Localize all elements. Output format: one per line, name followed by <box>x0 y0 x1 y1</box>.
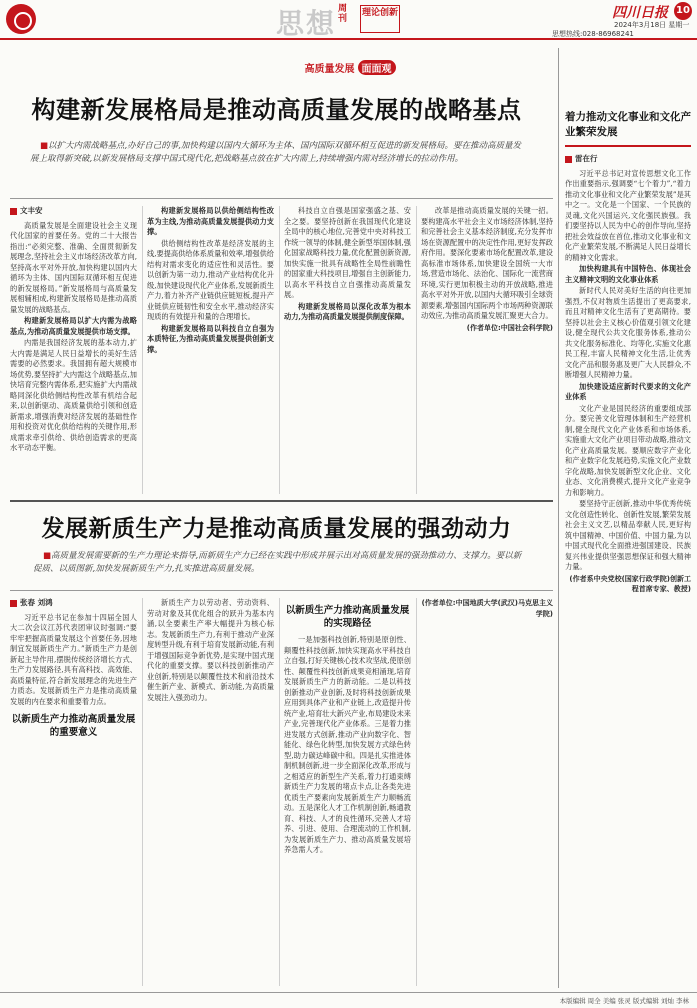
summary-text: 高质量发展需要新的生产力理论来指导,而新质生产力已经在实践中形成并展示出对高质量发展的强劲推动力、支撑力。要以新促质、以质图新,加快发展新质生产力,扎实推进高质量发展。 <box>33 551 522 574</box>
lead-paragraph: 加快建设适应新时代要求的文化产业体系 <box>565 381 691 401</box>
sidebar-title-rule <box>565 145 691 147</box>
summary-square-icon: ■ <box>43 551 52 561</box>
paragraph: 习近平总书记对宣传思想文化工作作出重要指示,强调要“七个着力”,“着力推动文化事业和文化产业繁荣发展”是其中之一。文化是一个国家、一个民族的灵魂,文化兴国运兴,文化强民族强。我们要坚持以人民为中心的创作导向,坚持把社会效益放在首位,推动文化事业和文化产业繁荣发展,不断满足人民日益增长的精神文化需求。 <box>565 168 691 262</box>
paragraph: 新时代人民对美好生活的向往更加强烈,不仅对物质生活提出了更高要求,而且对精神文化生活有了更高期待。要坚持以社会主义核心价值观引领文化建设,健全现代公共文化服务体系,推动公共文化服务标准化、均等化,实施文化惠民工程,丰富人民精神文化生活,让优秀文化产品和服务惠及更广大人民群众,不断增强人民精神力量。 <box>565 286 691 379</box>
article-column-3 <box>284 206 411 494</box>
paragraph: 要坚持守正创新,推动中华优秀传统文化创造性转化、创新性发展,繁荣发展社会主义文艺,以精品奉献人民,更好构筑中国精神、中国价值、中国力量,为以中国式现代化全面推进强国建设、民族复兴伟业提供坚强思想保证和强大精神力量。 <box>565 499 691 571</box>
divider <box>10 590 553 591</box>
kicker-label: 高质量发展 <box>304 64 355 75</box>
summary-square-icon: ■ <box>40 141 49 151</box>
newspaper-name: 四川日报 <box>612 5 668 21</box>
page-footer <box>0 992 697 1008</box>
column-divider <box>416 206 417 494</box>
paragraph: 新质生产力以劳动者、劳动资料、劳动对象及其优化组合的跃升为基本内涵,以全要素生产率大幅提升为核心标志。发展新质生产力,有利于推动产业深度转型升级,有利于培育发展新动能,有利于增强国际竞争新优势,是实现中国式现代化的重要支撑。要以科技创新推动产业创新,特别是以颠覆性技术和前沿技术催生新产业、新模式、新动能,为高质量发展注入强劲动力。 <box>147 598 274 702</box>
column-divider <box>142 206 143 494</box>
article-summary <box>30 140 524 166</box>
lead-paragraph: 构建新发展格局以科技自立自强为本质特征,为推动高质量发展提供创新支撑。 <box>147 323 274 354</box>
paragraph: 习近平总书记在参加十四届全国人大二次会议江苏代表团审议时强调:“要牢牢把握高质量发展这个首要任务,因地制宜发展新质生产力。”新质生产力是创新起主导作用,摆脱传统经济增长方式、生产力发展路径,具有高科技、高效能、高质量特征,符合新发展理念的先进生产力质态。发展新质生产力是推动高质量发展的内在要求和重要着力点。 <box>10 612 137 706</box>
byline: 张春 刘鸿 <box>10 598 137 609</box>
author-note: (作者单位:中国地质大学(武汉)马克思主义学院) <box>421 599 553 618</box>
byline: 文丰安 <box>10 206 137 217</box>
article-column-3 <box>284 598 411 986</box>
issue-date: 2024年3月18日 星期一 <box>614 21 690 29</box>
section-heading: 以新质生产力推动高质量发展的实现路径 <box>285 605 410 629</box>
logo-emblem-icon <box>6 4 36 34</box>
paragraph: 一是加强科技创新,特别是原创性、颠覆性科技创新,加快实现高水平科技自立自强,打好关键核心技术攻坚战,使原创性、颠覆性科技创新成果竞相涌现,培育发展新质生产力的新动能。二是以科技创新推动产业创新,及时将科技创新成果应用到具体产业和产业链上,改造提升传统产业,培育壮大新兴产业,布局建设未来产业,完善现代化产业体系。三是着力推进发展方式创新,推动产业向数字化、智能化、绿色化转型,加快发展方式绿色转型,助力碳达峰碳中和。四是扎实推进体制机制创新,进一步全面深化改革,形成与之相适应的新型生产关系,着力打通束缚新质生产力发展的堵点卡点,让各类先进优质生产要素向发展新质生产力顺畅流动。五是深化人才工作机制创新,畅通教育、科技、人才的良性循环,完善人才培养、引进、使用、合理流动的工作机制,为发展新质生产力、推动高质量发展培养急需人才。 <box>284 635 411 854</box>
article-column-1 <box>10 206 137 494</box>
article-column-2 <box>147 598 274 986</box>
column-divider <box>279 598 280 986</box>
section-divider <box>10 500 553 502</box>
section-heading: 以新质生产力推动高质量发展的重要意义 <box>11 714 136 738</box>
hotline: 思想热线:028-86968241 <box>552 30 634 38</box>
lead-paragraph: 加快构建具有中国特色、体现社会主义精神文明的文化事业体系 <box>565 264 691 284</box>
lead-paragraph: 构建新发展格局以深化改革为根本动力,为推动高质量发展提供制度保障。 <box>284 301 411 321</box>
column-divider <box>142 598 143 986</box>
divider <box>10 198 553 199</box>
lead-paragraph: 构建新发展格局以扩大内需为战略基点,为推动高质量发展提供市场支撑。 <box>10 316 137 336</box>
column-divider <box>279 206 280 494</box>
article-summary <box>33 550 523 576</box>
paragraph: 科技自立自强是国家强盛之基、安全之要。要坚持创新在我国现代化建设全局中的核心地位,完善党中央对科技工作统一领导的体制,健全新型举国体制,强化国家战略科技力量,优化配置创新资源,加快实施一批具有战略性全局性前瞻性的国家重大科技项目,增强自主创新能力,以高水平科技自立自强推动高质量发展。 <box>284 206 411 299</box>
kicker-mark: 面面观 <box>358 60 396 75</box>
lead-paragraph: 构建新发展格局以供给侧结构性改革为主线,为推动高质量发展提供动力支撑。 <box>147 206 274 236</box>
article-column-2 <box>147 206 274 494</box>
article-headline: 构建新发展格局是推动高质量发展的战略基点 <box>31 96 522 124</box>
article-column-4 <box>421 206 553 494</box>
column-kicker <box>198 60 502 75</box>
paragraph: 供给侧结构性改革是经济发展的主线,要提高供给体系质量和效率,增强供给结构对需求变化的适应性和灵活性。要以创新为第一动力,推动产业结构优化升级,加快建设现代化产业体系,发展新质生产力,着力补齐产业链供应链短板,提升产业链供应链韧性和安全水平,推动经济实现质的有效提升和量的合理增长。 <box>147 238 274 321</box>
editor-credits: 本版编辑 周全 美编 张灵 版式编辑 刘灿 李林 <box>559 997 689 1005</box>
column-divider <box>416 598 417 986</box>
sidebar-body <box>565 154 691 984</box>
section-badge: 理论创新 <box>360 5 400 33</box>
sidebar-article <box>565 110 691 970</box>
byline: 雷在行 <box>565 154 691 165</box>
article-column-4 <box>421 598 553 986</box>
section-title: 思想 <box>276 7 337 40</box>
paragraph: 改革是推动高质量发展的关键一招。要构建高水平社会主义市场经济体制,坚持和完善社会主义基本经济制度,充分发挥市场在资源配置中的决定性作用,更好发挥政府作用。要深化要素市场化配置改革,建设高标准市场体系,加快建设全国统一大市场,营造市场化、法治化、国际化一流营商环境,实行更加积极主动的开放战略,推进高水平对外开放,以国内大循环吸引全球资源要素,增强国内国际两个市场两种资源联动效应,为推动高质量发展汇聚更大合力。 <box>421 206 553 320</box>
masthead <box>0 0 697 40</box>
summary-text: 以扩大内需战略基点,办好自己的事,加快构建以国内大循环为主体、国内国际双循环相互促进的新发展格局。要在推动高质量发展上取得新突破,以新发展格局支撑中国式现代化,把战略基点放在扩大内需上,持续增强内需对经济增长的拉动作用。 <box>30 141 521 164</box>
paragraph: 内需是我国经济发展的基本动力,扩大内需是满足人民日益增长的美好生活需要的必然要求。我国拥有超大规模市场优势,要坚持扩大内需这个战略基点,加快培育完整内需体系,把实施扩大内需战略同深化供给侧结构性改革有机结合起来,以创新驱动、高质量供给引领和创造新需求,增强消费对经济发展的基础性作用和投资对优化供给结构的关键作用,形成需求牵引供给、供给创造需求的更高水平动态平衡。 <box>10 338 137 452</box>
sidebar-headline: 着力推动文化事业和文化产业繁荣发展 <box>565 111 691 138</box>
paragraph: 高质量发展是全面建设社会主义现代化国家的首要任务。党的二十大报告指出:“必须完整、准确、全面贯彻新发展理念,坚持社会主义市场经济改革方向,坚持高水平对外开放,加快构建以国内大循环为主体、国内国际双循环相互促进的新发展格局。”新发展格局与高质量发展相辅相成,构建新发展格局是推动高质量发展的战略基点。 <box>10 220 137 314</box>
author-note: (作者系中央党校(国家行政学院)创新工程首席专家、教授) <box>569 574 691 593</box>
paragraph: 文化产业是国民经济的重要组成部分。要完善文化管理体制和生产经营机制,健全现代文化产业体系和市场体系,实施重大文化产业项目带动战略,推动文化产业高质量发展。要顺应数字产业化和产业数字化发展趋势,实施文化产业数字化战略,加快发展新型文化企业、文化业态、文化消费模式,提升文化产业竞争力和影响力。 <box>565 403 691 497</box>
article-headline: 发展新质生产力是推动高质量发展的强劲动力 <box>41 516 512 542</box>
author-note: (作者单位:中国社会科学院) <box>466 323 553 332</box>
sidebar-divider <box>558 48 559 988</box>
page-number: 10 <box>674 2 692 20</box>
section-subtitle: 周刊 <box>338 4 348 24</box>
article-column-1 <box>10 598 137 986</box>
